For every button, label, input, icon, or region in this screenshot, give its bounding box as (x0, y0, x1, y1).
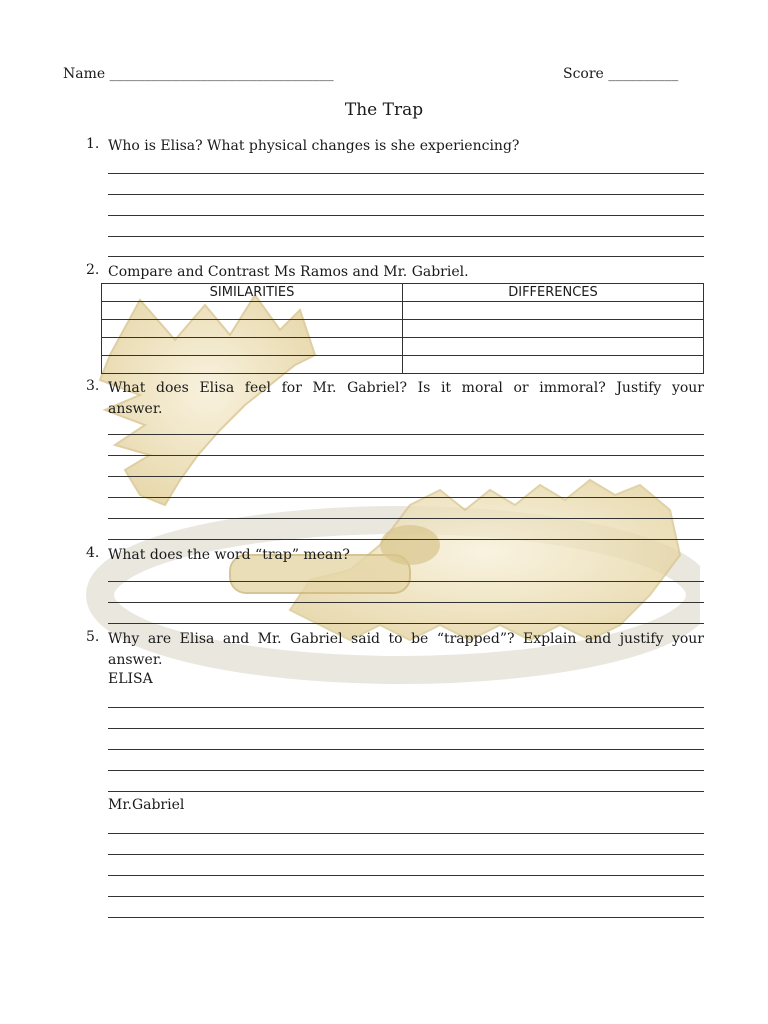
name-field-label: Name ________________________________ (63, 66, 334, 82)
answer-line[interactable] (108, 518, 704, 519)
question-2-number: 2. (86, 262, 100, 278)
answer-line[interactable] (108, 434, 704, 435)
answer-line[interactable] (108, 791, 704, 792)
question-5-number: 5. (86, 629, 100, 645)
difference-cell[interactable] (403, 320, 704, 338)
answer-line[interactable] (108, 749, 704, 750)
difference-cell[interactable] (403, 302, 704, 320)
difference-cell[interactable] (403, 338, 704, 356)
question-3-text-line2: answer. (108, 401, 163, 417)
answer-line[interactable] (108, 770, 704, 771)
answer-line[interactable] (108, 917, 704, 918)
similarity-cell[interactable] (102, 320, 403, 338)
answer-line[interactable] (108, 215, 704, 216)
page-title: The Trap (344, 100, 424, 120)
similarity-cell[interactable] (102, 338, 403, 356)
answer-line[interactable] (108, 194, 704, 195)
table-row (102, 320, 704, 338)
answer-line[interactable] (108, 707, 704, 708)
similarity-cell[interactable] (102, 356, 403, 374)
question-3-text-line1: What does Elisa feel for Mr. Gabriel? Is it moral or immoral? Justify your (108, 380, 704, 396)
answer-line[interactable] (108, 728, 704, 729)
question-3-number: 3. (86, 378, 100, 394)
question-1-number: 1. (86, 136, 100, 152)
answer-line[interactable] (108, 875, 704, 876)
question-4-number: 4. (86, 545, 100, 561)
mr-gabriel-sublabel: Mr.Gabriel (108, 797, 185, 813)
answer-line[interactable] (108, 476, 704, 477)
answer-line[interactable] (108, 833, 704, 834)
answer-line[interactable] (108, 455, 704, 456)
answer-line[interactable] (108, 854, 704, 855)
answer-line[interactable] (108, 173, 704, 174)
table-row (102, 302, 704, 320)
differences-header: DIFFERENCES (403, 284, 704, 302)
answer-line[interactable] (108, 896, 704, 897)
difference-cell[interactable] (403, 356, 704, 374)
question-4-text: What does the word “trap” mean? (108, 547, 350, 563)
answer-line[interactable] (108, 623, 704, 624)
answer-line[interactable] (108, 236, 704, 237)
similarity-cell[interactable] (102, 302, 403, 320)
answer-line[interactable] (108, 497, 704, 498)
question-1-text: Who is Elisa? What physical changes is she experiencing? (108, 138, 520, 154)
question-5-text-line2: answer. (108, 652, 163, 668)
question-5-text-line1: Why are Elisa and Mr. Gabriel said to be “trapped”? Explain and justify your (108, 631, 704, 647)
table-row (102, 356, 704, 374)
question-2-text: Compare and Contrast Ms Ramos and Mr. Gabriel. (108, 264, 469, 280)
score-field-label: Score __________ (563, 66, 679, 82)
answer-line[interactable] (108, 602, 704, 603)
table-header-row (102, 284, 704, 302)
answer-line[interactable] (108, 539, 704, 540)
answer-line[interactable] (108, 581, 704, 582)
answer-line[interactable] (108, 256, 704, 257)
table-row (102, 338, 704, 356)
similarities-header: SIMILARITIES (102, 284, 403, 302)
elisa-sublabel: ELISA (108, 671, 153, 687)
compare-contrast-table (101, 283, 704, 374)
